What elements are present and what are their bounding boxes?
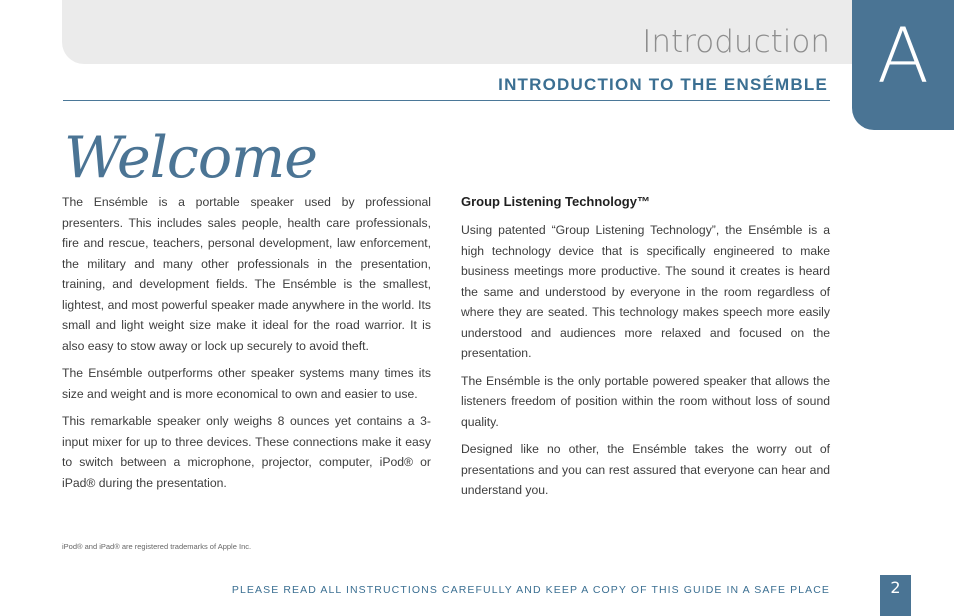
right-column [461,192,830,508]
header-divider [63,100,830,101]
section-title: Introduction [642,24,830,60]
page-title: Welcome [64,125,317,191]
body-paragraph: Designed like no other, the Ensémble takes the worry out of presentations and you can rest assured that everyone can hear and understand you. [461,442,830,497]
section-subtitle: INTRODUCTION TO THE ENSÉMBLE [498,75,828,94]
page-number: 2 [890,578,901,597]
chapter-letter: A [877,11,929,100]
trademark-footnote: iPod® and iPad® are registered trademarks of Apple Inc. [62,542,252,551]
footer-instructions: PLEASE READ ALL INSTRUCTIONS CAREFULLY AND KEEP A COPY OF THIS GUIDE IN A SAFE PLACE [231,584,830,596]
body-paragraph: The Ensémble outperforms other speaker systems many times its size and weight and is more economical to own and easier to use. [62,366,431,401]
section-heading: Group Listening Technology™ [461,194,650,209]
body-paragraph: This remarkable speaker only weighs 8 ounces yet contains a 3-input mixer for up to three devices. These connections make it easy to switch between a microphone, projector, computer, iPod® or iPad® during the presentation. [62,414,431,490]
chapter-tab [852,0,954,130]
body-paragraph: The Ensémble is a portable speaker used by professional presenters. This includes sales people, health care professionals, fire and rescue, teachers, personal development, law enforcement, the military and many other professionals in the presentation, training, and development fields. The Ensémble is the smallest, lightest, and most powerful speaker made anywhere in the world. Its small and light weight size make it ideal for the road warrior. It is also easy to stow away or lock up securely to avoid theft. [62,195,431,353]
body-paragraph: Using patented “Group Listening Technology”, the Ensémble is a high technology device that is specifically engineered to make business meetings more productive. The sound it creates is heard the same and understood by everyone in the room regardless of where they are seated. This technology makes speech more easily understood and audiences more relaxed and focused on the presentation. [461,223,830,360]
body-paragraph: The Ensémble is the only portable powered speaker that allows the listeners freedom of position within the room without loss of sound quality. [461,373,830,429]
page-number-box [880,575,911,616]
left-column [62,192,431,500]
